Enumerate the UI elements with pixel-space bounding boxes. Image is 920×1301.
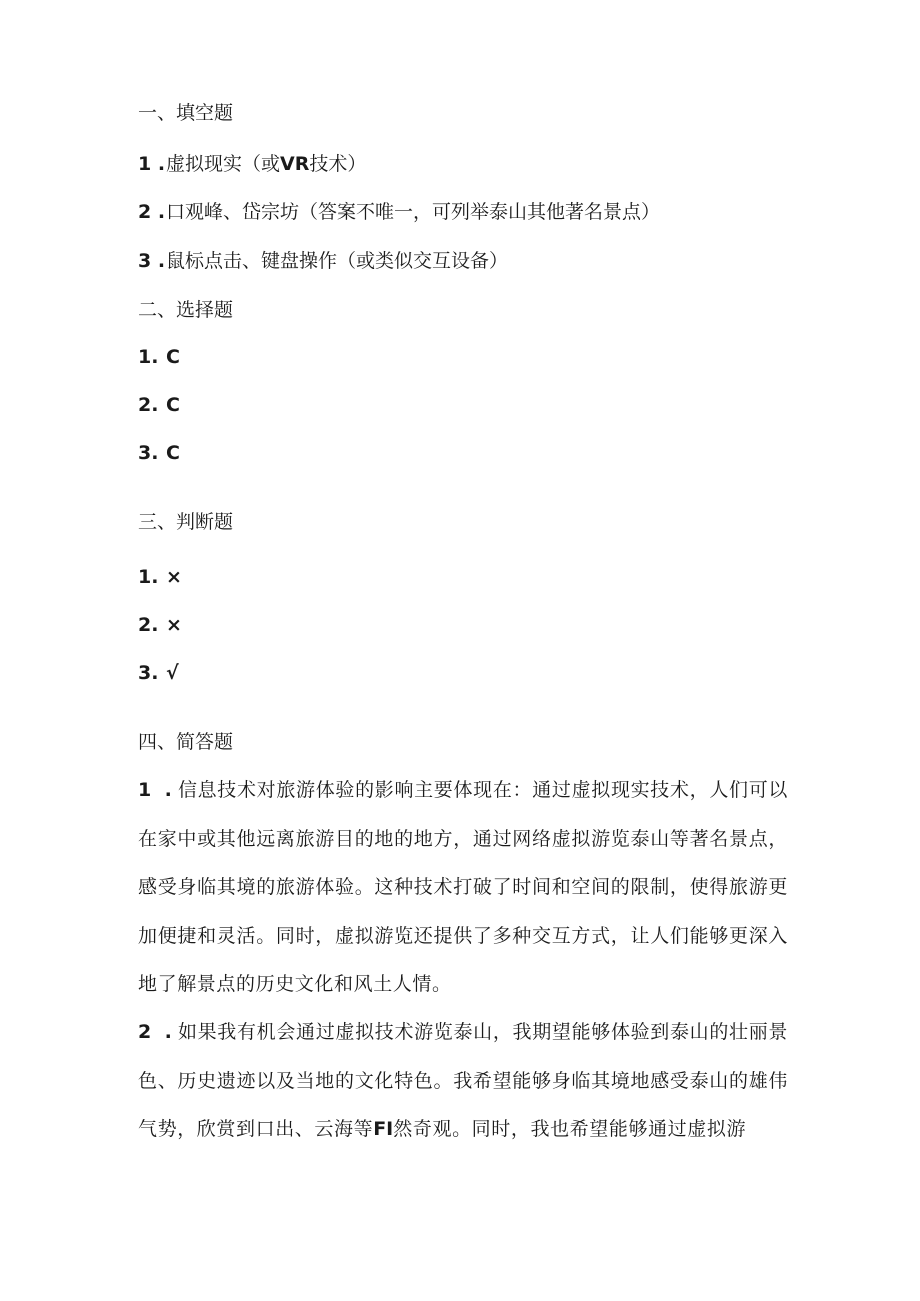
item-text: 虚拟现实（或 [166,153,281,175]
choice-item-2 [138,393,180,417]
fill-item-2 [138,200,660,224]
item-number: 2. [138,394,159,416]
item-number: 2 . [138,1021,172,1043]
fill-item-1 [138,152,366,176]
judge-item-3 [138,661,179,685]
judge-item-2 [138,613,182,637]
item-number: 2. [138,614,159,636]
item-number: 3. [138,662,159,684]
section-heading-fill: 一、填空题 [138,102,234,124]
choice-item-3 [138,441,180,465]
item-number: 3 . [138,250,166,272]
section-heading-short: 四、简答题 [138,731,234,753]
choice-item-1 [138,345,180,369]
item-answer: √ [166,662,179,684]
item-text: 然奇观。同时，我也希望能够通过虚拟游 [393,1118,747,1140]
item-number: 3. [138,442,159,464]
item-text: 如果我有机会通过虚拟技术游览泰山，我期望能够体验到泰山的壮丽景色、历史遗迹以及当地的文化特色。我希望能够身临其境地感受泰山的雄伟气势，欣赏到口出、云海等 [138,1021,789,1140]
item-number: 2 . [138,201,166,223]
item-text: 技术） [309,153,367,175]
item-number: 1. [138,566,159,588]
judge-item-1 [138,565,182,589]
item-answer: × [166,566,182,588]
item-answer: × [166,614,182,636]
item-text: 口观峰、岱宗坊（答案不唯一，可列举泰山其他著名景点） [166,201,661,223]
item-number: 1 . [138,779,172,801]
section-heading-judge: 三、判断题 [138,511,234,533]
item-answer: C [166,394,180,416]
short-item-1 [138,766,788,1009]
item-text: 鼠标点击、键盘操作（或类似交互设备） [166,250,509,272]
fill-item-3 [138,249,508,273]
short-item-2 [138,1008,788,1154]
item-text-bold: FI [373,1118,394,1140]
item-text: 信息技术对旅游体验的影响主要体现在：通过虚拟现实技术，人们可以在家中或其他远离旅游目的地的地方，通过网络虚拟游览泰山等著名景点，感受身临其境的旅游体验。这种技术打破了时间和空间的限制，使得旅游更加便捷和灵活。同时，虚拟游览还提供了多种交互方式，让人们能够更深入地了解景点的历史文化和风土人情。 [138,779,789,995]
item-answer: C [166,442,180,464]
section-heading-choice: 二、选择题 [138,299,234,321]
item-answer: C [166,346,180,368]
item-text-bold: VR [280,153,310,175]
item-number: 1. [138,346,159,368]
item-number: 1 . [138,153,166,175]
